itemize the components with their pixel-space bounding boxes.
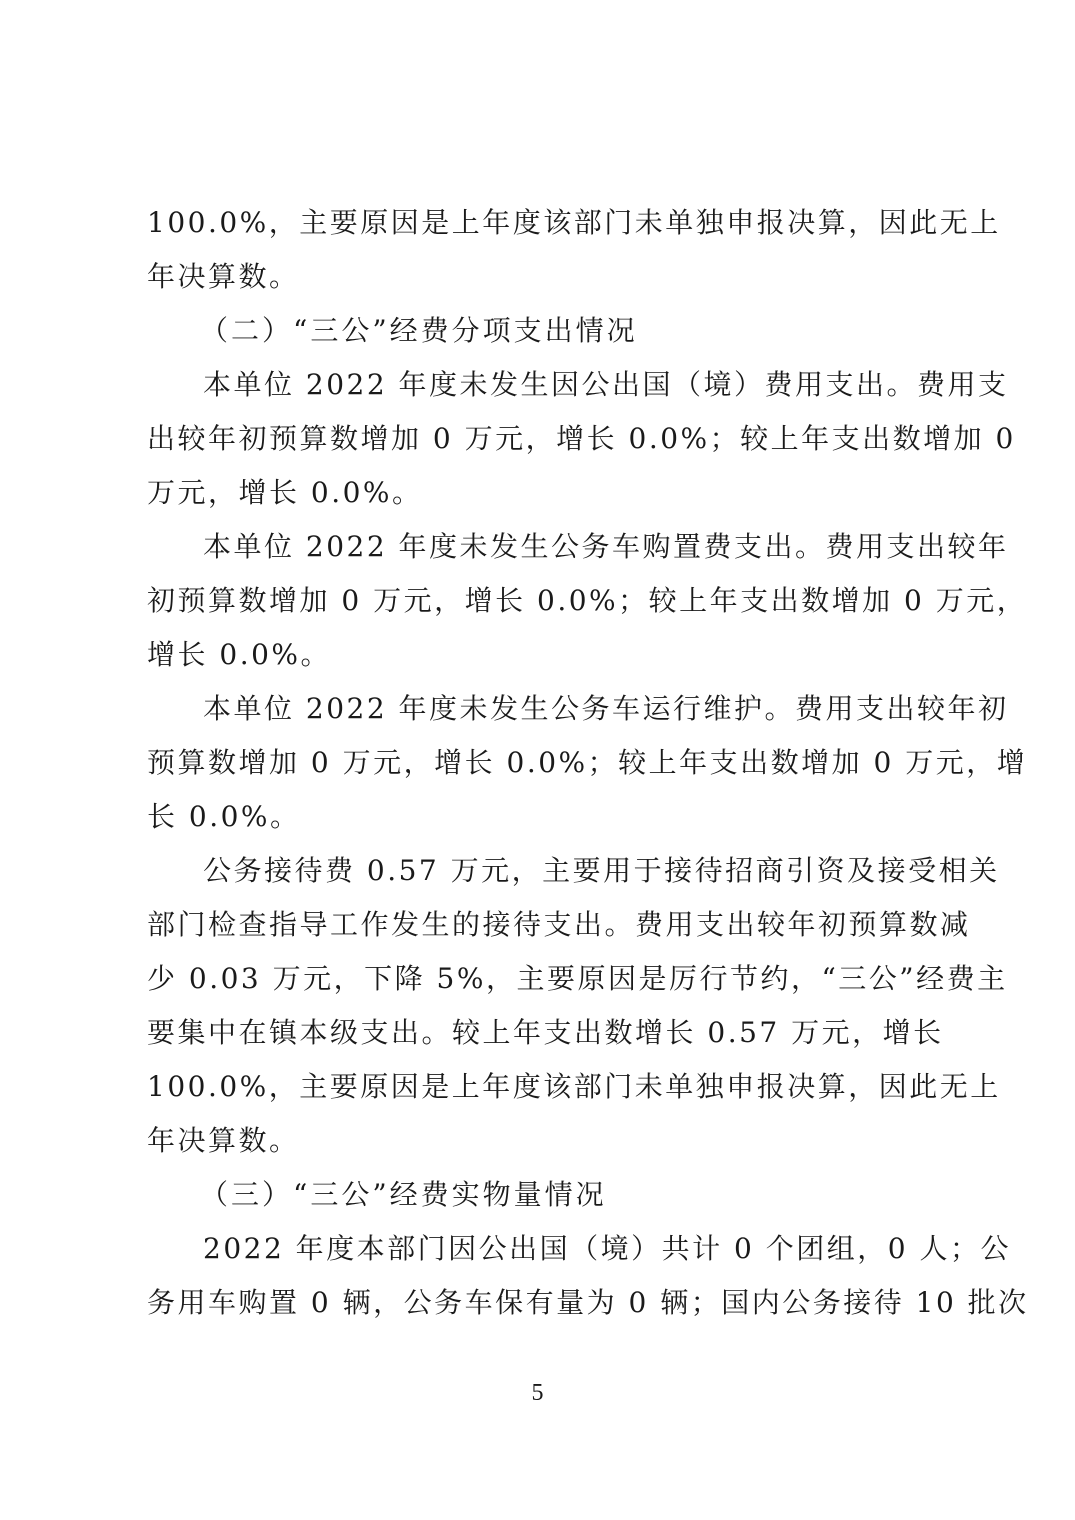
- body-text-line: 公务接待费 0.57 万元，主要用于接待招商引资及接受相关: [203, 854, 1000, 887]
- body-text-line: 100.0%，主要原因是上年度该部门未单独申报决算，因此无上: [147, 1070, 1001, 1103]
- body-text-line: 2022 年度本部门因公出国（境）共计 0 个团组，0 人；公: [203, 1232, 1011, 1265]
- section-heading: （二）“三公”经费分项支出情况: [200, 314, 638, 347]
- body-text-line: 年决算数。: [147, 1124, 300, 1157]
- body-text-line: 少 0.03 万元，下降 5%，主要原因是厉行节约，“三公”经费主: [147, 962, 1008, 995]
- body-text-line: 万元，增长 0.0%。: [147, 476, 423, 509]
- body-text-line: 要集中在镇本级支出。较上年支出数增长 0.57 万元，增长: [147, 1016, 944, 1049]
- body-text-line: 本单位 2022 年度未发生公务车运行维护。费用支出较年初: [203, 692, 1009, 725]
- body-text-line: 长 0.0%。: [147, 800, 301, 833]
- body-text-line: 部门检查指导工作发生的接待支出。费用支出较年初预算数减: [147, 908, 971, 941]
- body-text-line: 本单位 2022 年度未发生因公出国（境）费用支出。费用支: [203, 368, 1009, 401]
- section-heading: （三）“三公”经费实物量情况: [200, 1178, 607, 1211]
- body-text-line: 年决算数。: [147, 260, 300, 293]
- body-text-line: 增长 0.0%。: [147, 638, 332, 671]
- body-text-line: 预算数增加 0 万元，增长 0.0%；较上年支出数增加 0 万元，增: [147, 746, 1028, 779]
- page-number: 5: [531, 1380, 544, 1406]
- body-text-line: 本单位 2022 年度未发生公务车购置费支出。费用支出较年: [203, 530, 1009, 563]
- body-text-line: 初预算数增加 0 万元，增长 0.0%；较上年支出数增加 0 万元，: [147, 584, 1028, 617]
- body-text-line: 出较年初预算数增加 0 万元，增长 0.0%；较上年支出数增加 0: [147, 422, 1016, 455]
- body-text-line: 务用车购置 0 辆，公务车保有量为 0 辆；国内公务接待 10 批次: [147, 1286, 1029, 1319]
- body-text-line: 100.0%，主要原因是上年度该部门未单独申报决算，因此无上: [147, 206, 1001, 239]
